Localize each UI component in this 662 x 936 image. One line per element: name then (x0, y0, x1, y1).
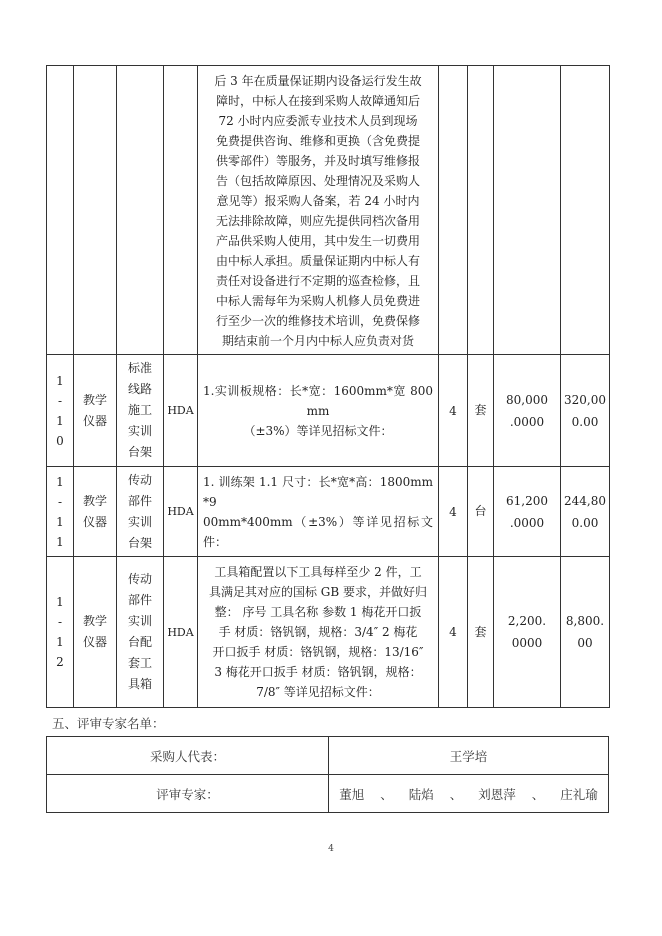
table-row (47, 557, 610, 708)
id-char: 1 (56, 534, 64, 549)
item-unit-price (494, 557, 561, 708)
name-line: 台配 (127, 635, 152, 649)
description-line: 开口扳手 材质：铬钒钢，规格：13/16″ (212, 645, 424, 659)
description-line: 1.实训板规格：长*宽：1600mm*宽 800mm (203, 383, 433, 418)
page-number: 4 (328, 844, 334, 854)
name-cell (117, 66, 164, 355)
price-line: .0000 (509, 515, 545, 530)
item-name (117, 355, 164, 467)
purchaser-representative-row (47, 737, 609, 775)
table-row (47, 355, 610, 467)
description-line: 工具箱配置以下工具每样至少 2 件，工 (214, 565, 422, 579)
description-line: 3 梅花开口扳手 材质：铬钒钢，规格： (214, 665, 422, 679)
description-line: 行至少一次的维修技术培训，免费保修 (215, 314, 420, 328)
item-brand: HDA (164, 467, 198, 557)
total-cell (561, 66, 610, 355)
name-line: 台架 (127, 535, 152, 550)
description-line: 中标人需每年为采购人机修人员免费进 (215, 294, 420, 308)
id-char: 1 (56, 413, 64, 428)
quantity-cell (439, 66, 468, 355)
description-line: 无法排除故障，则应先提供同档次备用 (215, 214, 420, 228)
item-category (74, 557, 117, 708)
description-line: 产品供采购人使用，其中发生一切费用 (215, 234, 420, 248)
item-unit-price (494, 467, 561, 557)
table-row (47, 467, 610, 557)
expert-name: 庄礼瑜 (560, 786, 598, 802)
description-line: 告（包括故障原因、处理情况及采购人 (215, 174, 420, 188)
separator: 、 (380, 786, 393, 802)
name-line: 传动 (127, 572, 152, 586)
name-line: 部件 (127, 593, 152, 607)
name-line: 实训 (127, 514, 152, 529)
total-line: 00 (577, 636, 593, 650)
item-brand: HDA (164, 557, 198, 708)
total-line: 320,00 (564, 392, 606, 407)
id-char: 2 (56, 655, 64, 669)
description-line: 由中标人承担。质量保证期内中标人有 (215, 254, 420, 268)
total-line: 0.00 (571, 515, 599, 530)
purchaser-representative-label: 采购人代表： (47, 737, 329, 775)
item-id (47, 557, 74, 708)
description-line: 意见等）报采购人备案，若 24 小时内 (216, 194, 420, 208)
category-line: 教学 (82, 392, 107, 407)
price-line: .0000 (509, 414, 545, 429)
item-name (117, 557, 164, 708)
price-line: 2,200. (507, 614, 547, 628)
brand-cell (164, 66, 198, 355)
item-id (47, 355, 74, 467)
name-line: 套工 (127, 656, 152, 670)
description-cell (198, 66, 439, 355)
item-unit: 套 (468, 355, 494, 467)
item-name (117, 467, 164, 557)
id-char: 1 (56, 373, 64, 388)
review-experts-names (329, 775, 609, 813)
description-line: 1. 训练架 1.1 尺寸：长*宽*高：1800mm*9 (203, 474, 433, 509)
experts-table (46, 736, 609, 813)
item-quantity: 4 (439, 355, 468, 467)
expert-name: 陆焰 (408, 786, 434, 802)
id-char: - (57, 494, 63, 509)
description-line: 00mm*400mm（±3%）等详见招标文件： (203, 514, 433, 549)
expert-name: 刘恩萍 (478, 786, 516, 802)
item-total (561, 467, 610, 557)
category-line: 仪器 (82, 413, 107, 428)
item-unit-price (494, 355, 561, 467)
item-description (198, 557, 439, 708)
name-line: 实训 (127, 614, 152, 628)
review-experts-row (47, 775, 609, 813)
price-line: 80,000 (506, 392, 548, 407)
id-cell (47, 66, 74, 355)
table-row-continuation (47, 66, 610, 355)
id-char: 1 (56, 595, 64, 609)
item-unit: 套 (468, 557, 494, 708)
category-cell (74, 66, 117, 355)
total-line: 8,800. (565, 614, 605, 628)
price-line: 0000 (511, 636, 543, 650)
description-line: 具满足其对应的国标 GB 要求，并做好归 (208, 585, 428, 599)
description-line: 7/8″ 等详见招标文件： (256, 685, 380, 699)
total-line: 244,80 (564, 493, 606, 508)
price-line: 61,200 (506, 493, 548, 508)
description-line: 72 小时内应委派专业技术人员到现场 (218, 114, 418, 128)
unit-cell (468, 66, 494, 355)
description-line: 供零部件）等服务，并及时填写维修报 (215, 154, 420, 168)
category-line: 教学 (82, 493, 107, 508)
name-line: 台架 (127, 445, 152, 459)
item-description (198, 467, 439, 557)
name-line: 具箱 (127, 677, 152, 691)
description-line: 手 材质：铬钒钢，规格：3/4″ 2 梅花 (218, 625, 418, 639)
category-line: 仪器 (82, 635, 107, 649)
expert-name: 董旭 (339, 786, 365, 802)
purchaser-representative-value: 王学培 (329, 737, 609, 775)
item-quantity: 4 (439, 467, 468, 557)
item-description (198, 355, 439, 467)
description-line: （±3%）等详见招标文件： (243, 423, 393, 438)
item-id (47, 467, 74, 557)
item-category (74, 467, 117, 557)
description-line: 后 3 年在质量保证期内设备运行发生故 (214, 74, 422, 88)
id-char: 1 (56, 635, 64, 649)
id-char: 0 (56, 433, 64, 448)
item-unit: 台 (468, 467, 494, 557)
separator: 、 (449, 786, 463, 802)
separator: 、 (531, 786, 545, 802)
item-quantity: 4 (439, 557, 468, 708)
category-line: 教学 (82, 614, 107, 628)
item-category (74, 355, 117, 467)
name-line: 传动 (127, 472, 152, 487)
procurement-items-table (46, 65, 610, 708)
description-line: 责任对设备进行不定期的巡查检修，且 (215, 274, 420, 288)
name-line: 线路 (127, 382, 152, 396)
id-char: 1 (56, 514, 64, 529)
description-line: 免费提供咨询、维修和更换（含免费提 (215, 134, 420, 148)
description-line: 整： 序号 工具名称 参数 1 梅花开口扳 (214, 605, 422, 619)
category-line: 仪器 (82, 514, 107, 529)
item-total (561, 557, 610, 708)
review-experts-label: 评审专家： (47, 775, 329, 813)
total-line: 0.00 (571, 414, 599, 429)
name-line: 标准 (127, 361, 152, 375)
id-char: 1 (56, 474, 64, 489)
item-total (561, 355, 610, 467)
experts-section-title: 五、评审专家名单： (52, 716, 165, 731)
name-line: 施工 (127, 403, 152, 417)
item-brand: HDA (164, 355, 198, 467)
id-char: - (57, 615, 63, 629)
name-line: 实训 (127, 424, 152, 438)
description-line: 期结束前一个月内中标人应负责对货 (221, 334, 414, 348)
description-line: 障时，中标人在接到采购人故障通知后 (215, 94, 420, 108)
unit-price-cell (494, 66, 561, 355)
id-char: - (57, 393, 63, 408)
name-line: 部件 (127, 493, 152, 508)
